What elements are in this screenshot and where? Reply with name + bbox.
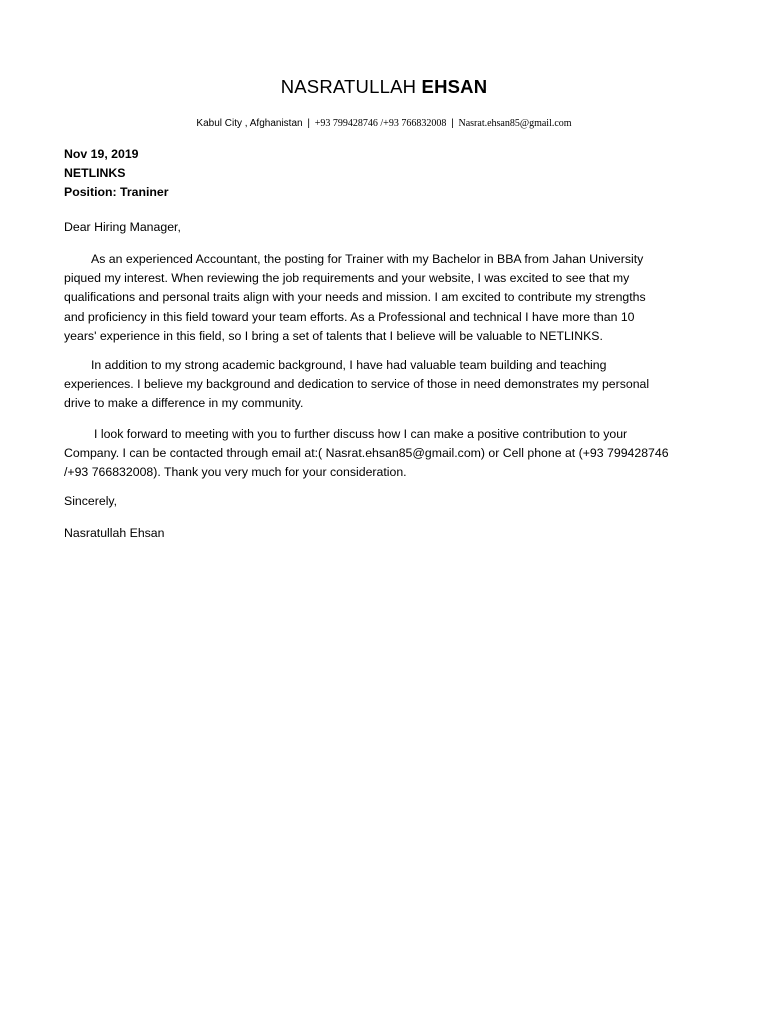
paragraph-line: and proficiency in this field toward your team efforts. As a Professional and technical I have more than 10	[64, 309, 635, 324]
email-address: Nasrat.ehsan85@gmail.com	[458, 118, 572, 129]
city: Kabul City , Afghanistan	[196, 118, 303, 129]
paragraph-line: As an experienced Accountant, the posting for Trainer with my Bachelor in BBA from Jahan University	[91, 252, 644, 266]
salutation: Dear Hiring Manager,	[64, 220, 181, 234]
paragraph-line: I look forward to meeting with you to further discuss how I can make a positive contribution to your	[94, 427, 628, 441]
paragraph-line: drive to make a difference in my community.	[64, 396, 304, 411]
separator: |	[451, 118, 454, 129]
company-name: NETLINKS	[64, 166, 126, 181]
paragraph-line: /+93 766832008). Thank you very much for your consideration.	[64, 465, 407, 480]
paragraph-2	[64, 356, 649, 414]
signature-name: Nasratullah Ehsan	[64, 526, 165, 540]
contact-line	[0, 118, 768, 129]
letter-meta	[64, 145, 704, 203]
paragraph-line: piqued my interest. When reviewing the job requirements and your website, I was excited to see that my	[64, 271, 630, 286]
phone-numbers: +93 799428746 /+93 766832008	[314, 118, 447, 129]
closing: Sincerely,	[64, 494, 118, 508]
letter-date: Nov 19, 2019	[64, 147, 139, 161]
first-name: NASRATULLAH	[280, 76, 417, 97]
paragraph-line: qualifications and personal traits align with your needs and mission. I am excited to contribute my strengths	[64, 290, 646, 305]
paragraph-line: experiences. I believe my background and dedication to service of those in need demonstrates my personal	[64, 377, 650, 392]
applicant-name	[0, 76, 768, 98]
paragraph-line: years' experience in this field, so I bring a set of talents that I believe will be valuable to NETLINKS.	[64, 328, 603, 343]
paragraph-1	[64, 250, 646, 346]
position-title: Position: Traniner	[64, 185, 169, 200]
last-name: EHSAN	[421, 76, 488, 97]
paragraph-line: Company. I can be contacted through email at:( Nasrat.ehsan85@gmail.com) or Cell phone at (+93 799428746	[64, 446, 669, 461]
paragraph-line: In addition to my strong academic background, I have had valuable team building and teaching	[91, 358, 607, 372]
separator: |	[307, 118, 310, 129]
paragraph-3	[64, 425, 669, 483]
